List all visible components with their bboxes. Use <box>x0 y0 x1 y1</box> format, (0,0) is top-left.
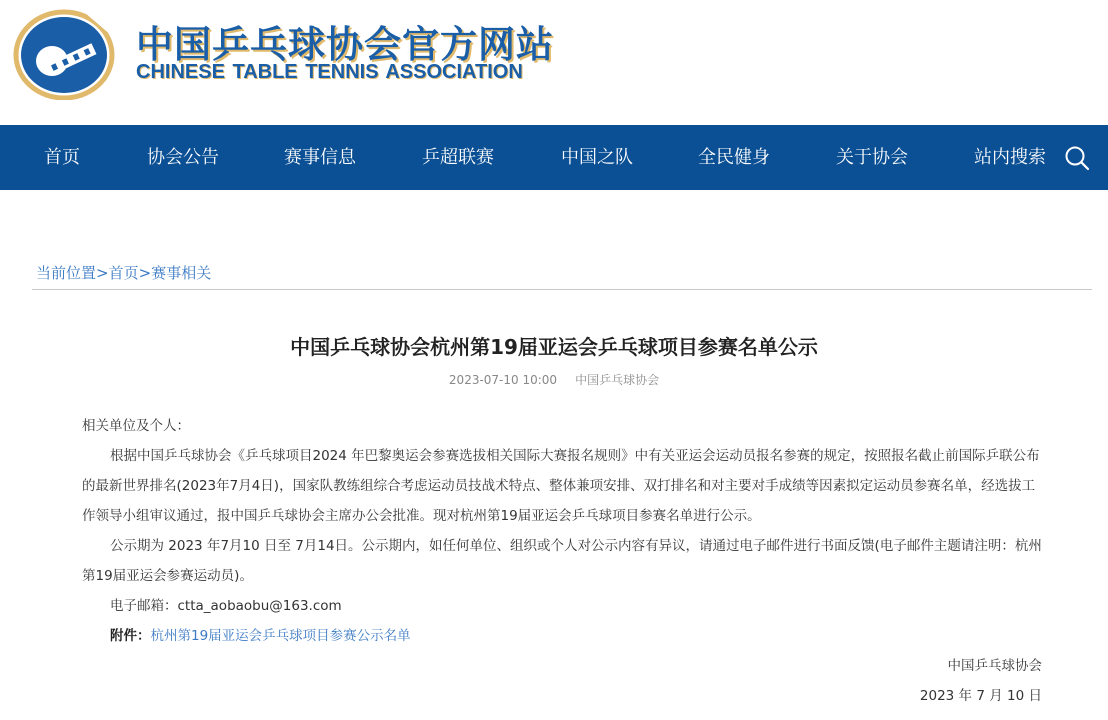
site-title-en[interactable]: CHINESE TABLE TENNIS ASSOCIATION <box>136 61 523 83</box>
attachment-line <box>82 621 1042 651</box>
article-meta <box>0 371 1108 388</box>
breadcrumb-separator: > <box>96 264 109 282</box>
signature-date: 2023 年 7 月 10 日 <box>919 688 1042 704</box>
nav-item-about[interactable]: 关于协会 <box>836 147 908 168</box>
contact-email: 电子邮箱：ctta_aobaobu@163.com <box>110 598 342 614</box>
nav-item-fitness[interactable]: 全民健身 <box>698 147 770 168</box>
ctta-logo-icon[interactable] <box>12 6 120 100</box>
main-nav <box>0 125 1108 190</box>
breadcrumb <box>36 262 211 283</box>
article-greeting: 相关单位及个人： <box>82 418 190 434</box>
site-header <box>0 0 1108 125</box>
breadcrumb-separator: > <box>138 264 152 282</box>
breadcrumb-divider <box>32 289 1092 290</box>
article-paragraph: 根据中国乒乓球协会《乒乓球项目2024 年巴黎奥运会参赛选拔相关国际大赛报名规则》中有关亚运会运动员报名参赛的规定，按照报名截止前国际乒联公布的最新世界排名(2023年7月4日)，国家队教练组综合考虑运动员技战术特点、整体兼项安排、双打排名和对主要对手成绩等因素拟定运动员参赛名单，经选拔工作领导小组审议通过，报中国乒乓球协会主席办公会批准。现对杭州第19届亚运会乒乓球项目参赛名单进行公示。 <box>82 448 1040 524</box>
nav-item-super-league[interactable]: 乒超联赛 <box>422 147 494 168</box>
nav-item-national-team[interactable]: 中国之队 <box>561 147 633 168</box>
nav-item-announcements[interactable]: 协会公告 <box>147 147 219 168</box>
article-source: 中国乒乓球协会 <box>575 373 660 387</box>
nav-item-site-search[interactable]: 站内搜索 <box>974 147 1046 168</box>
site-title-cn[interactable]: 中国乒乓球协会官方网站 <box>136 23 554 66</box>
nav-item-home[interactable]: 首页 <box>44 147 80 168</box>
article-date: 2023-07-10 10:00 <box>448 373 558 387</box>
signature-organization: 中国乒乓球协会 <box>947 658 1042 674</box>
breadcrumb-section[interactable]: 赛事相关 <box>151 264 212 282</box>
nav-item-events[interactable]: 赛事信息 <box>284 147 356 168</box>
article-title: 中国乒乓球协会杭州第19届亚运会乒乓球项目参赛名单公示 <box>290 335 818 359</box>
article-paragraph: 公示期为 2023 年7月10 日至 7月14日。公示期内，如任何单位、组织或个人对公示内容有异议，请通过电子邮件进行书面反馈(电子邮件主题请注明：杭州第19届亚运会参赛运动员)。 <box>82 538 1042 584</box>
search-icon[interactable] <box>1064 145 1090 171</box>
breadcrumb-current-location[interactable]: 当前位置 <box>36 264 97 282</box>
attachment-label: 附件： <box>110 628 151 644</box>
breadcrumb-home[interactable]: 首页 <box>108 264 139 282</box>
attachment-link[interactable]: 杭州第19届亚运会乒乓球项目参赛公示名单 <box>150 628 411 644</box>
